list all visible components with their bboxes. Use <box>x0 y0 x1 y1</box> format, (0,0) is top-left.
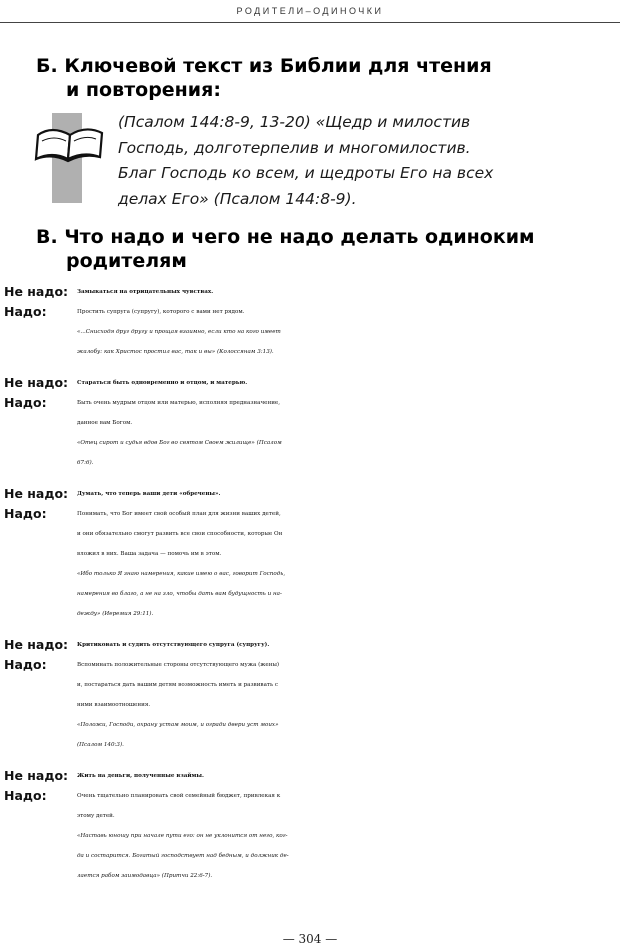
dont-label: Не надо: <box>4 486 69 501</box>
citation-line: (Псалом 140:3). <box>77 742 124 748</box>
do-text: и они обязательно смогут развить все свои способности, которые Он <box>77 531 283 537</box>
do-label: Надо: <box>4 395 47 410</box>
do-text: и, постараться дать вашим детям возможность иметь и развивать с <box>77 682 278 688</box>
open-book-icon <box>30 113 110 203</box>
do-label: Надо: <box>4 506 47 521</box>
key-scripture-quote <box>118 110 498 212</box>
list-item <box>0 373 620 473</box>
dont-label: Не надо: <box>4 637 69 652</box>
citation-line: «...Снисходя друг другу и прощая взаимно, если кто на кого имеет <box>77 329 281 335</box>
citation-line: жалобу: как Христос простил вас, так и вы» (Колоссянам 3:13). <box>77 349 274 355</box>
citation-line: лается рабом заимодавца» (Притчи 22:6-7). <box>77 873 213 879</box>
do-text: Простить супруга (супругу), которого с вами нет рядом. <box>77 309 245 315</box>
dont-text: Жить на деньги, полученные взаймы. <box>77 773 204 779</box>
section-c-heading-line2: родителям <box>66 250 187 272</box>
do-text: данное вам Богом. <box>77 420 133 426</box>
do-text: ними взаимоотношения. <box>77 702 151 708</box>
do-dont-list <box>0 282 620 897</box>
citation-line: дежду» (Иеремия 29:11). <box>77 611 154 617</box>
citation-line: да и состарится. Богатый господствует над бедным, и должник де- <box>77 853 289 859</box>
header-rule <box>0 22 620 23</box>
dont-text: Стараться быть одновременно и отцом, и матерью. <box>77 380 248 386</box>
citation-line: 67:6). <box>77 460 94 466</box>
dont-label: Не надо: <box>4 284 69 299</box>
quote-line: Господь, долготерпелив и многомилостив. <box>118 138 471 157</box>
list-item <box>0 282 620 362</box>
quote-line: Благ Господь ко всем, и щедроты Его на всех <box>118 164 494 182</box>
section-b-heading <box>36 54 492 102</box>
dont-label: Не надо: <box>4 375 69 390</box>
citation-line: «Ибо только Я знаю намерения, какие имею о вас, говорит Господь, <box>77 571 286 577</box>
list-item <box>0 635 620 755</box>
do-label: Надо: <box>4 788 47 803</box>
list-item <box>0 766 620 886</box>
section-b-heading-line1: Б. Ключевой текст из Библии для чтения <box>36 55 492 77</box>
do-label: Надо: <box>4 304 47 319</box>
do-label: Надо: <box>4 657 47 672</box>
do-text: вложил в них. Ваша задача — помочь им в этом. <box>77 551 222 557</box>
do-text: этому детей. <box>77 813 115 819</box>
citation-line: «Отец сирот и судья вдов Бог во святом Своем жилище» (Псалом <box>77 440 282 446</box>
do-text: Вспоминать положительные стороны отсутствующего мужа (жены) <box>77 662 280 668</box>
do-text: Быть очень мудрым отцом или матерью, исполняя предназначение, <box>77 400 281 406</box>
dont-text: Критиковать и судить отсутствующего супруга (супругу). <box>77 642 270 648</box>
citation-line: намерения во благо, а не на зло, чтобы дать вам будущность и на- <box>77 591 282 597</box>
page-number: — 304 — <box>282 932 338 946</box>
do-text: Очень тщательно планировать свой семейный бюджет, привлекая к <box>77 793 281 799</box>
section-c-heading-line1: В. Что надо и чего не надо делать одиноким <box>36 226 535 248</box>
list-item <box>0 484 620 624</box>
dont-label: Не надо: <box>4 768 69 783</box>
citation-line: «Наставь юношу при начале пути его: он не уклонится от него, ког- <box>77 833 288 839</box>
do-text: Понимать, что Бог имеет свой особый план для жизни ваших детей, <box>77 511 281 517</box>
citation-line: «Положи, Господи, охрану устам моим, и огради двери уст моих» <box>77 722 279 728</box>
quote-line: (Псалом 144:8-9, 13-20) «Щедр и милостив <box>118 113 471 131</box>
section-c-heading <box>36 225 535 273</box>
section-b-heading-line2: и повторения: <box>66 79 221 101</box>
dont-text: Замыкаться на отрицательных чувствах. <box>77 289 214 295</box>
quote-line: делах Его» (Псалом 144:8-9). <box>118 189 357 208</box>
dont-text: Думать, что теперь ваши дети «обречены». <box>77 491 221 497</box>
running-head: РОДИТЕЛИ–ОДИНОЧКИ <box>236 6 384 16</box>
